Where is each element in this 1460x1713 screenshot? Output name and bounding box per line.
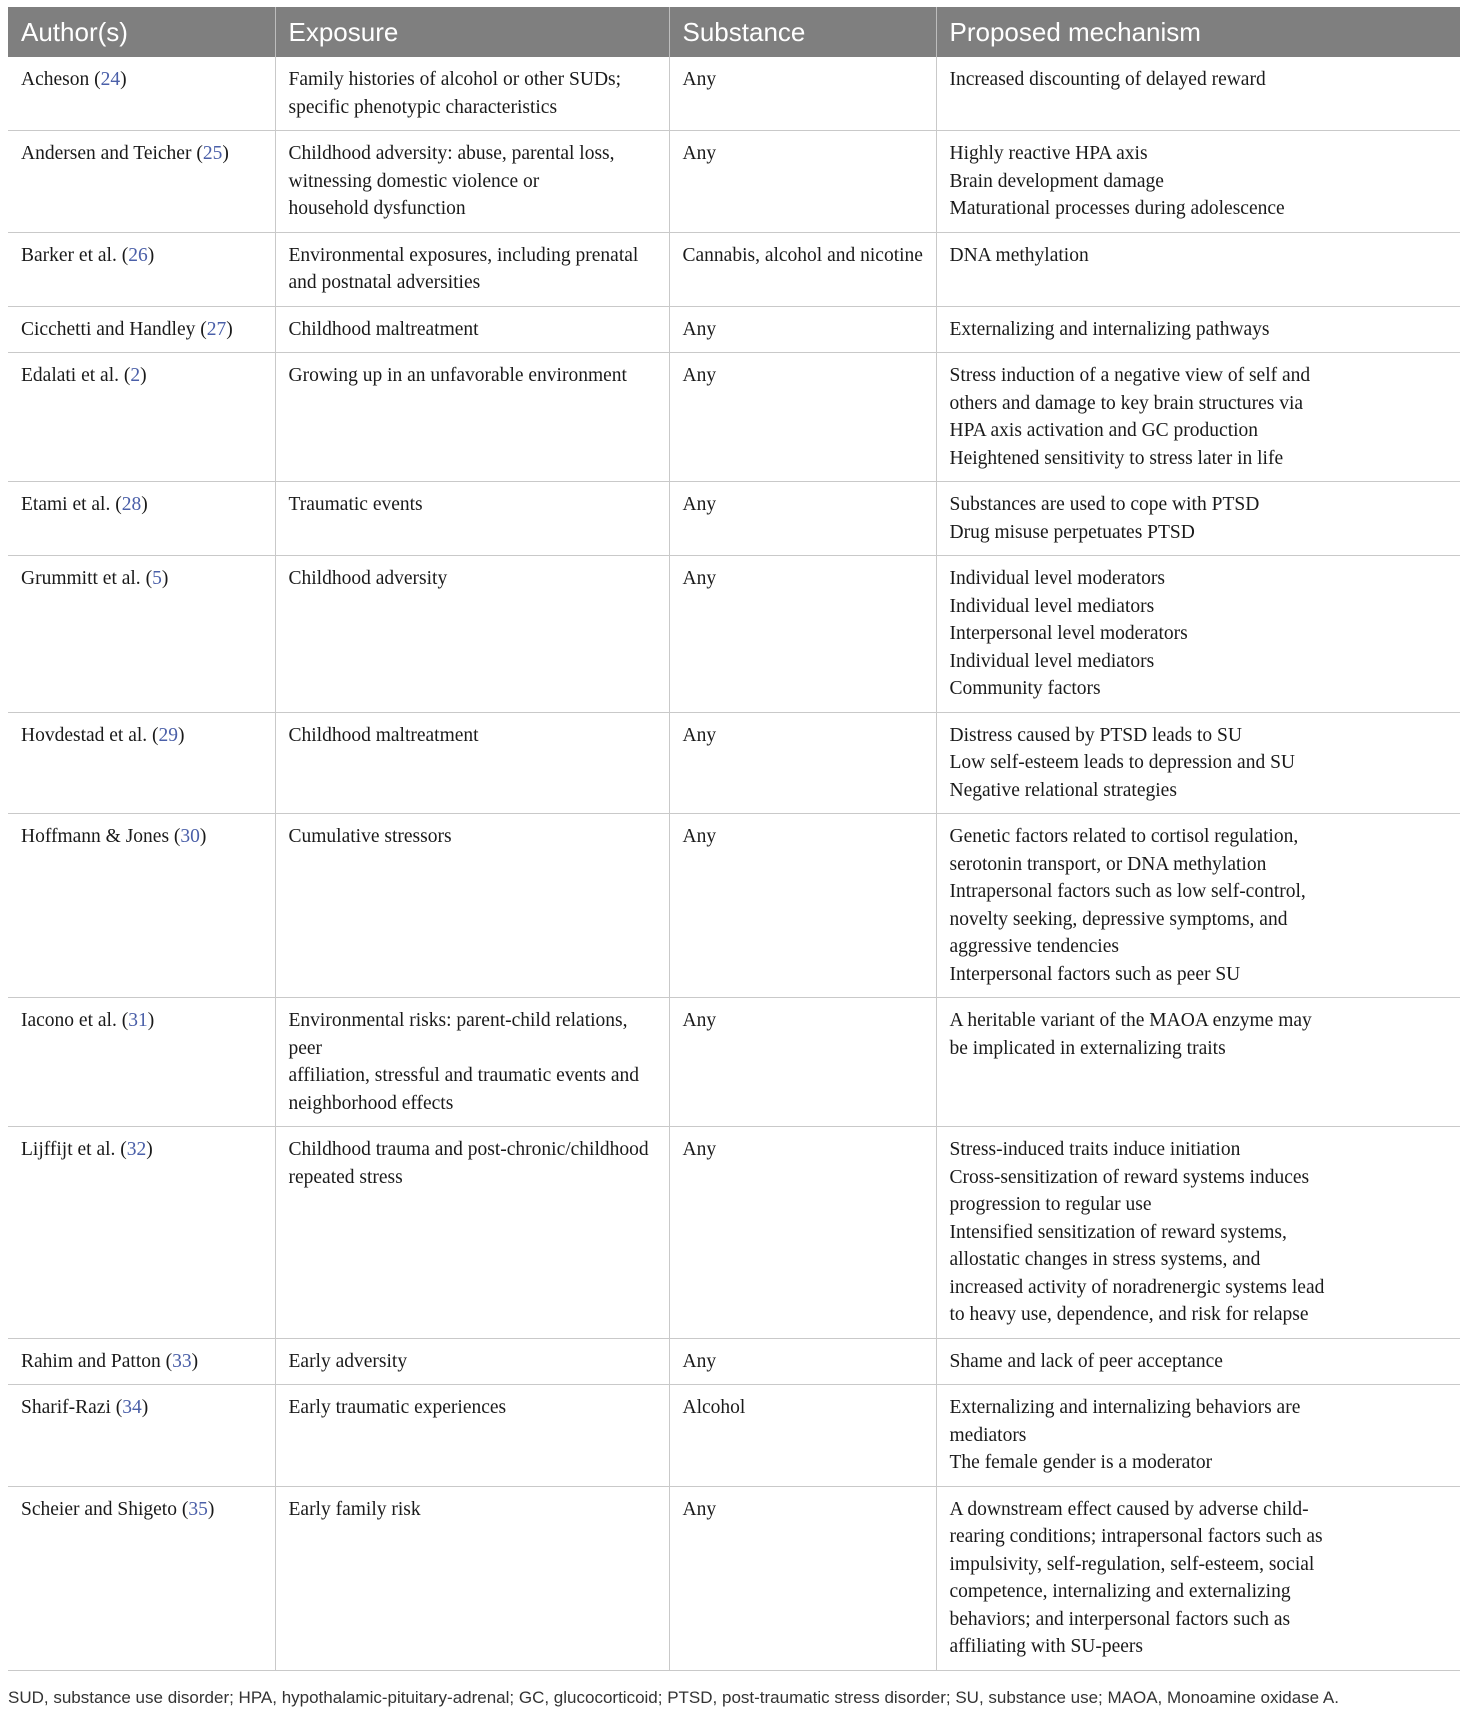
substance-line: Any xyxy=(682,826,717,847)
mechanism-line: Intrapersonal factors such as low self-control, xyxy=(949,881,1306,902)
reference-link[interactable]: 24 xyxy=(100,69,121,90)
cell-substance xyxy=(669,353,936,482)
substance-line: Any xyxy=(682,318,717,340)
cell-exposure xyxy=(275,814,669,998)
table-row xyxy=(8,57,1460,131)
author-name: Andersen and Teicher xyxy=(21,143,192,164)
cell-author: Andersen and Teicher (25) xyxy=(8,131,275,233)
cell-author: Etami et al. (28) xyxy=(8,482,275,556)
mechanism-line: HPA axis activation and GC production xyxy=(949,420,1259,441)
cell-exposure xyxy=(275,482,669,556)
mechanism-line: A downstream effect caused by adverse child- xyxy=(949,1498,1309,1520)
table-header-row xyxy=(8,7,1460,57)
mechanism-line: affiliating with SU-peers xyxy=(949,1636,1144,1657)
table-row xyxy=(8,712,1460,814)
cell-exposure xyxy=(275,353,669,482)
substance-line: Any xyxy=(682,724,717,746)
table-row xyxy=(8,1385,1460,1487)
cell-author: Sharif-Razi (34) xyxy=(8,1385,275,1487)
mechanism-line: Heightened sensitivity to stress later in life xyxy=(949,447,1284,469)
cell-mechanism xyxy=(936,1338,1460,1385)
cell-author: Grummitt et al. (5) xyxy=(8,556,275,713)
author-name: Cicchetti and Handley xyxy=(21,318,196,340)
reference-link[interactable]: 2 xyxy=(130,365,141,386)
mechanism-line: Highly reactive HPA axis xyxy=(949,143,1148,164)
mechanism-line: Individual level moderators xyxy=(949,568,1166,589)
mechanism-line: Cross-sensitization of reward systems induces xyxy=(949,1166,1310,1188)
table-row xyxy=(8,131,1460,233)
author-name: Sharif-Razi xyxy=(21,1397,111,1418)
mechanism-line: Distress caused by PTSD leads to SU xyxy=(949,724,1242,746)
author-name: Grummitt et al. xyxy=(21,568,141,589)
reference-link[interactable]: 29 xyxy=(158,724,179,746)
substance-line: Cannabis, alcohol and nicotine xyxy=(682,244,923,266)
author-name: Acheson xyxy=(21,69,90,90)
cell-mechanism xyxy=(936,232,1460,306)
cell-exposure xyxy=(275,131,669,233)
mechanism-line: Individual level mediators xyxy=(949,650,1155,672)
substance-line: Any xyxy=(682,1498,717,1520)
exposure-line: Cumulative stressors xyxy=(288,826,452,847)
exposure-line: Environmental risks: parent-child relations, peer xyxy=(288,1010,628,1059)
reference-link[interactable]: 27 xyxy=(206,318,227,340)
mechanism-line: rearing conditions; intrapersonal factors such as xyxy=(949,1526,1323,1547)
cell-substance xyxy=(669,1486,936,1670)
mechanism-line: Stress induction of a negative view of self and xyxy=(949,365,1311,386)
mechanism-line: Low self-esteem leads to depression and SU xyxy=(949,752,1295,773)
table-row xyxy=(8,556,1460,713)
cell-exposure xyxy=(275,1385,669,1487)
substance-line: Any xyxy=(682,365,717,386)
mechanism-line: serotonin transport, or DNA methylation xyxy=(949,853,1267,875)
author-name: Hovdestad et al. xyxy=(21,724,148,746)
mechanism-line: DNA methylation xyxy=(949,244,1089,266)
table-row xyxy=(8,306,1460,353)
cell-mechanism xyxy=(936,1486,1460,1670)
mechanism-line: Interpersonal level moderators xyxy=(949,623,1188,644)
table-row xyxy=(8,482,1460,556)
exposure-line: Growing up in an unfavorable environment xyxy=(288,365,627,386)
cell-exposure xyxy=(275,232,669,306)
cell-author: Iacono et al. (31) xyxy=(8,998,275,1127)
author-name: Edalati et al. xyxy=(21,365,119,386)
mechanism-line: Genetic factors related to cortisol regulation, xyxy=(949,826,1299,847)
cell-author: Rahim and Patton (33) xyxy=(8,1338,275,1385)
cell-author: Acheson (24) xyxy=(8,57,275,131)
mechanism-line: Negative relational strategies xyxy=(949,779,1177,801)
mechanism-line: Interpersonal factors such as peer SU xyxy=(949,963,1241,985)
reference-link[interactable]: 30 xyxy=(180,826,200,847)
reference-link[interactable]: 33 xyxy=(172,1350,192,1372)
reference-link[interactable]: 5 xyxy=(152,568,162,589)
cell-mechanism xyxy=(936,306,1460,353)
reference-link[interactable]: 28 xyxy=(121,494,142,515)
mechanism-line: Community factors xyxy=(949,678,1101,699)
exposure-line: household dysfunction xyxy=(288,198,466,219)
exposure-line: Childhood adversity: abuse, parental loss, xyxy=(288,143,615,164)
cell-substance xyxy=(669,1127,936,1339)
cell-mechanism xyxy=(936,131,1460,233)
exposure-line: Early traumatic experiences xyxy=(288,1397,507,1418)
table-container xyxy=(8,7,1460,1671)
exposure-line: Environmental exposures, including prenatal xyxy=(288,244,639,266)
mechanism-line: behaviors; and interpersonal factors such as xyxy=(949,1608,1291,1630)
cell-exposure xyxy=(275,1127,669,1339)
cell-substance xyxy=(669,57,936,131)
mechanism-line: A heritable variant of the MAOA enzyme may xyxy=(949,1010,1312,1031)
cell-mechanism xyxy=(936,1127,1460,1339)
cell-substance xyxy=(669,1338,936,1385)
cell-substance xyxy=(669,712,936,814)
mechanisms-table xyxy=(8,7,1460,1671)
cell-author: Hoffmann & Jones (30) xyxy=(8,814,275,998)
cell-substance xyxy=(669,998,936,1127)
exposure-line: witnessing domestic violence or xyxy=(288,170,540,192)
cell-mechanism xyxy=(936,1385,1460,1487)
cell-exposure xyxy=(275,1486,669,1670)
cell-exposure xyxy=(275,57,669,131)
author-name: Lijffijt et al. xyxy=(21,1139,116,1160)
author-name: Etami et al. xyxy=(21,494,111,515)
mechanism-line: to heavy use, dependence, and risk for relapse xyxy=(949,1304,1309,1325)
exposure-line: Traumatic events xyxy=(288,494,423,515)
exposure-line: Early adversity xyxy=(288,1350,408,1372)
exposure-line: affiliation, stressful and traumatic events and xyxy=(288,1065,640,1086)
cell-mechanism xyxy=(936,556,1460,713)
mechanism-line: Substances are used to cope with PTSD xyxy=(949,494,1260,515)
cell-substance xyxy=(669,306,936,353)
mechanism-line: Stress-induced traits induce initiation xyxy=(949,1139,1241,1160)
table-footnote: SUD, substance use disorder; HPA, hypothalamic-pituitary-adrenal; GC, glucocorticoid; PTSD, post-traumatic stress disorder; SU, substance use; MAOA, Monoamine oxidase A. xyxy=(8,1688,1339,1707)
author-name: Hoffmann & Jones xyxy=(21,826,170,847)
exposure-line: specific phenotypic characteristics xyxy=(288,96,558,118)
exposure-line: Family histories of alcohol or other SUDs; xyxy=(288,69,622,90)
mechanism-line: mediators xyxy=(949,1424,1027,1446)
reference-link[interactable]: 26 xyxy=(128,244,148,266)
mechanism-line: others and damage to key brain structures via xyxy=(949,392,1304,414)
table-row xyxy=(8,232,1460,306)
cell-author: Lijffijt et al. (32) xyxy=(8,1127,275,1339)
cell-exposure xyxy=(275,998,669,1127)
mechanism-line: increased activity of noradrenergic systems lead xyxy=(949,1276,1325,1298)
cell-author: Edalati et al. (2) xyxy=(8,353,275,482)
mechanism-line: Individual level mediators xyxy=(949,595,1155,617)
cell-mechanism xyxy=(936,482,1460,556)
cell-mechanism xyxy=(936,353,1460,482)
reference-link[interactable]: 35 xyxy=(188,1498,208,1520)
mechanism-line: The female gender is a moderator xyxy=(949,1452,1213,1473)
mechanism-line: Brain development damage xyxy=(949,170,1164,192)
table-row xyxy=(8,1486,1460,1670)
cell-substance xyxy=(669,556,936,713)
substance-line: Any xyxy=(682,143,717,164)
mechanism-line: Shame and lack of peer acceptance xyxy=(949,1350,1223,1372)
mechanism-line: Increased discounting of delayed reward xyxy=(949,69,1266,90)
author-name: Rahim and Patton xyxy=(21,1350,161,1372)
mechanism-line: novelty seeking, depressive symptoms, and xyxy=(949,908,1288,930)
substance-line: Any xyxy=(682,1010,717,1031)
table-row xyxy=(8,1127,1460,1339)
exposure-line: neighborhood effects xyxy=(288,1092,454,1114)
exposure-line: Childhood maltreatment xyxy=(288,724,479,746)
cell-mechanism xyxy=(936,814,1460,998)
cell-author: Hovdestad et al. (29) xyxy=(8,712,275,814)
cell-substance xyxy=(669,814,936,998)
table-row xyxy=(8,998,1460,1127)
substance-line: Any xyxy=(682,494,717,515)
mechanism-line: aggressive tendencies xyxy=(949,936,1119,957)
substance-line: Alcohol xyxy=(682,1397,746,1418)
mechanism-line: competence, internalizing and externalizing xyxy=(949,1581,1291,1602)
mechanism-line: impulsivity, self-regulation, self-esteem, social xyxy=(949,1553,1315,1575)
header-mechanism: Proposed mechanism xyxy=(936,7,1460,57)
exposure-line: Childhood maltreatment xyxy=(288,318,479,340)
cell-substance xyxy=(669,482,936,556)
table-row xyxy=(8,353,1460,482)
table-row xyxy=(8,1338,1460,1385)
exposure-line: repeated stress xyxy=(288,1166,403,1188)
exposure-line: and postnatal adversities xyxy=(288,272,481,293)
mechanism-line: Intensified sensitization of reward systems, xyxy=(949,1221,1287,1243)
cell-exposure xyxy=(275,712,669,814)
reference-link[interactable]: 25 xyxy=(202,143,223,164)
mechanism-line: Externalizing and internalizing behaviors are xyxy=(949,1397,1301,1418)
cell-mechanism xyxy=(936,57,1460,131)
author-name: Barker et al. xyxy=(21,244,117,266)
cell-substance xyxy=(669,131,936,233)
cell-author: Cicchetti and Handley (27) xyxy=(8,306,275,353)
mechanism-line: allostatic changes in stress systems, and xyxy=(949,1249,1261,1270)
cell-exposure xyxy=(275,306,669,353)
reference-link[interactable]: 32 xyxy=(126,1139,147,1160)
table-row xyxy=(8,814,1460,998)
header-author: Author(s) xyxy=(8,7,275,57)
header-substance: Substance xyxy=(669,7,936,57)
cell-exposure xyxy=(275,1338,669,1385)
substance-line: Any xyxy=(682,1139,717,1160)
mechanism-line: Drug misuse perpetuates PTSD xyxy=(949,521,1195,543)
mechanism-line: Externalizing and internalizing pathways xyxy=(949,318,1270,340)
author-name: Iacono et al. xyxy=(21,1010,117,1031)
cell-substance xyxy=(669,232,936,306)
cell-substance xyxy=(669,1385,936,1487)
cell-exposure xyxy=(275,556,669,713)
substance-line: Any xyxy=(682,69,717,90)
cell-mechanism xyxy=(936,998,1460,1127)
cell-mechanism xyxy=(936,712,1460,814)
mechanism-line: progression to regular use xyxy=(949,1194,1152,1215)
author-name: Scheier and Shigeto xyxy=(21,1498,177,1520)
cell-author: Scheier and Shigeto (35) xyxy=(8,1486,275,1670)
substance-line: Any xyxy=(682,568,717,589)
mechanism-line: Maturational processes during adolescence xyxy=(949,198,1285,219)
exposure-line: Childhood trauma and post-chronic/childhood xyxy=(288,1139,649,1160)
reference-link[interactable]: 31 xyxy=(128,1010,148,1031)
mechanism-line: be implicated in externalizing traits xyxy=(949,1037,1226,1059)
reference-link[interactable]: 34 xyxy=(122,1397,142,1418)
cell-author: Barker et al. (26) xyxy=(8,232,275,306)
exposure-line: Early family risk xyxy=(288,1498,421,1520)
substance-line: Any xyxy=(682,1350,717,1372)
header-exposure: Exposure xyxy=(275,7,669,57)
exposure-line: Childhood adversity xyxy=(288,568,448,589)
